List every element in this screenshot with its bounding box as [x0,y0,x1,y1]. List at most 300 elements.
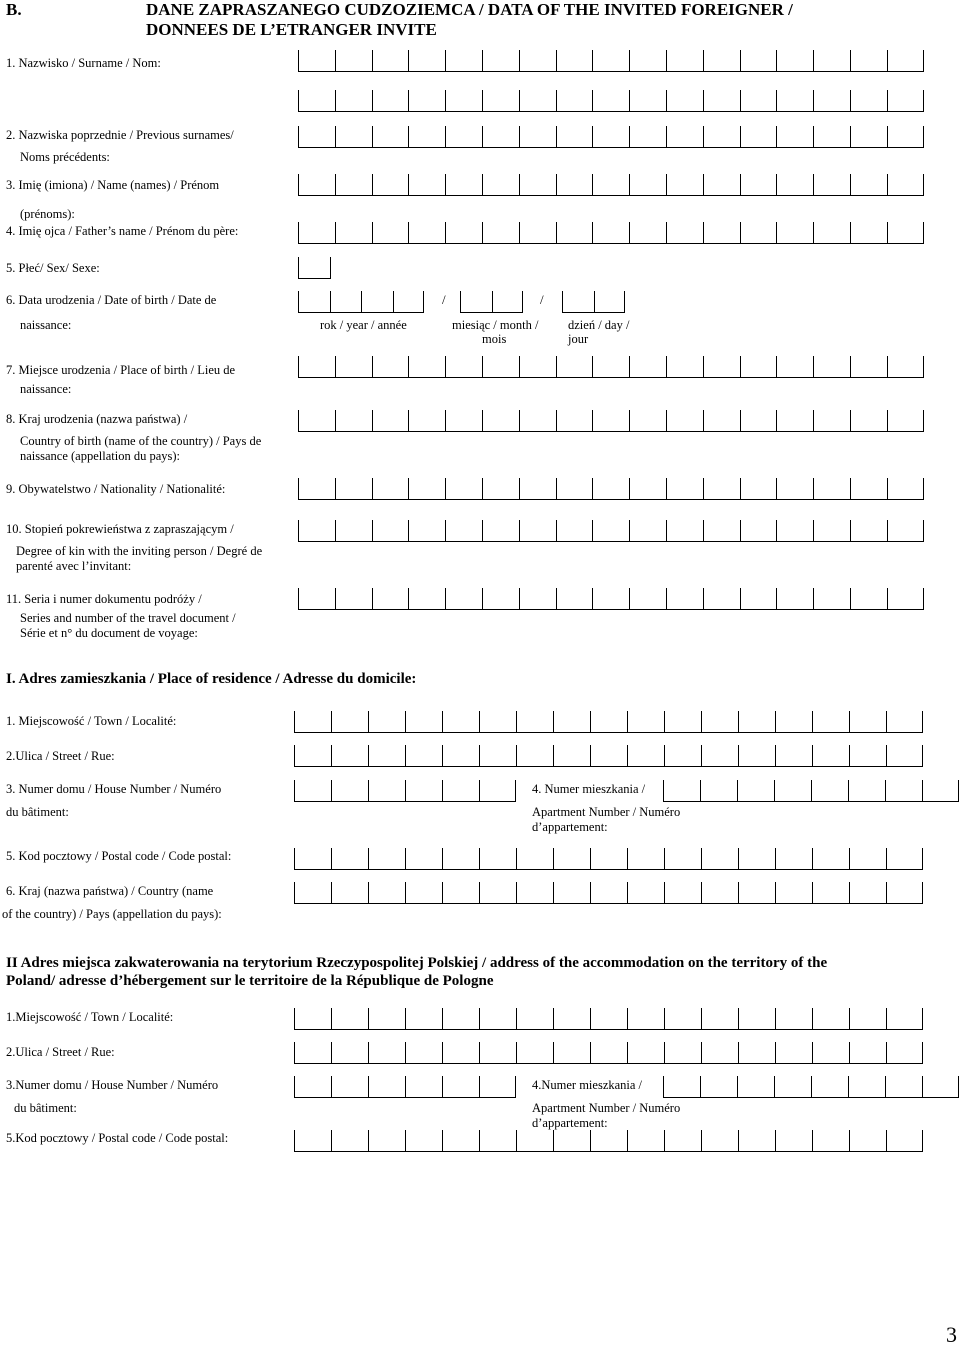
char-box[interactable] [627,882,664,904]
char-box[interactable] [331,1130,368,1152]
char-box[interactable] [703,520,740,542]
char-box[interactable] [627,1008,664,1030]
char-box[interactable] [663,1076,700,1098]
char-box[interactable] [812,848,849,870]
char-box[interactable] [298,90,335,112]
char-box[interactable] [519,50,556,72]
char-box[interactable] [519,222,556,244]
char-box[interactable] [849,1008,886,1030]
char-box[interactable] [479,1042,516,1064]
char-box[interactable] [335,222,372,244]
char-box[interactable] [775,745,812,767]
birth-country-boxes[interactable] [298,410,924,432]
char-box[interactable] [482,126,519,148]
char-box[interactable] [335,356,372,378]
char-box[interactable] [331,882,368,904]
char-box[interactable] [408,520,445,542]
char-box[interactable] [627,1042,664,1064]
accommodation-apartment-boxes[interactable] [663,1076,959,1098]
char-box[interactable] [664,711,701,733]
char-box[interactable] [298,588,335,610]
char-box[interactable] [776,174,813,196]
char-box[interactable] [592,356,629,378]
char-box[interactable] [664,1042,701,1064]
char-box[interactable] [516,1042,553,1064]
char-box[interactable] [479,848,516,870]
char-box[interactable] [516,711,553,733]
char-box[interactable] [553,711,590,733]
char-box[interactable] [885,780,922,802]
char-box[interactable] [492,291,524,313]
char-box[interactable] [703,50,740,72]
char-box[interactable] [850,222,887,244]
char-box[interactable] [776,222,813,244]
char-box[interactable] [294,1130,331,1152]
residence-street-boxes[interactable] [294,745,923,767]
char-box[interactable] [740,410,777,432]
char-box[interactable] [405,1130,442,1152]
char-box[interactable] [850,478,887,500]
char-box[interactable] [553,745,590,767]
char-box[interactable] [445,174,482,196]
char-box[interactable] [701,848,738,870]
char-box[interactable] [516,848,553,870]
char-box[interactable] [482,356,519,378]
char-box[interactable] [627,711,664,733]
char-box[interactable] [516,882,553,904]
char-box[interactable] [405,745,442,767]
char-box[interactable] [294,848,331,870]
char-box[interactable] [519,410,556,432]
char-box[interactable] [850,356,887,378]
char-box[interactable] [335,410,372,432]
sex-box[interactable] [298,257,331,279]
char-box[interactable] [556,174,593,196]
char-box[interactable] [627,848,664,870]
birth-month-boxes[interactable] [460,291,523,313]
char-box[interactable] [372,520,409,542]
char-box[interactable] [849,1042,886,1064]
char-box[interactable] [887,520,924,542]
char-box[interactable] [408,478,445,500]
char-box[interactable] [850,126,887,148]
char-box[interactable] [664,882,701,904]
char-box[interactable] [372,222,409,244]
char-box[interactable] [294,745,331,767]
char-box[interactable] [701,745,738,767]
char-box[interactable] [813,90,850,112]
char-box[interactable] [666,356,703,378]
char-box[interactable] [664,848,701,870]
char-box[interactable] [553,1042,590,1064]
char-box[interactable] [331,1076,368,1098]
char-box[interactable] [592,520,629,542]
char-box[interactable] [811,1076,848,1098]
char-box[interactable] [368,711,405,733]
char-box[interactable] [813,356,850,378]
accommodation-house-boxes[interactable] [294,1076,516,1098]
char-box[interactable] [445,356,482,378]
char-box[interactable] [482,50,519,72]
char-box[interactable] [703,126,740,148]
char-box[interactable] [442,711,479,733]
char-box[interactable] [331,1008,368,1030]
char-box[interactable] [479,882,516,904]
char-box[interactable] [519,126,556,148]
char-box[interactable] [479,745,516,767]
char-box[interactable] [813,174,850,196]
char-box[interactable] [368,1076,405,1098]
char-box[interactable] [666,222,703,244]
char-box[interactable] [629,126,666,148]
char-box[interactable] [776,356,813,378]
char-box[interactable] [479,1076,516,1098]
char-box[interactable] [482,410,519,432]
char-box[interactable] [664,745,701,767]
char-box[interactable] [629,410,666,432]
char-box[interactable] [298,50,335,72]
char-box[interactable] [886,1008,923,1030]
char-box[interactable] [368,1042,405,1064]
char-box[interactable] [700,780,737,802]
char-box[interactable] [887,356,924,378]
char-box[interactable] [553,882,590,904]
char-box[interactable] [405,711,442,733]
char-box[interactable] [592,90,629,112]
char-box[interactable] [482,90,519,112]
char-box[interactable] [331,1042,368,1064]
char-box[interactable] [442,745,479,767]
char-box[interactable] [886,711,923,733]
char-box[interactable] [556,410,593,432]
char-box[interactable] [811,780,848,802]
char-box[interactable] [298,222,335,244]
char-box[interactable] [849,1130,886,1152]
char-box[interactable] [922,780,959,802]
birthplace-boxes[interactable] [298,356,924,378]
char-box[interactable] [740,126,777,148]
char-box[interactable] [812,1042,849,1064]
char-box[interactable] [298,410,335,432]
char-box[interactable] [298,478,335,500]
char-box[interactable] [298,126,335,148]
char-box[interactable] [408,126,445,148]
char-box[interactable] [812,745,849,767]
char-box[interactable] [703,174,740,196]
char-box[interactable] [393,291,425,313]
char-box[interactable] [592,50,629,72]
char-box[interactable] [368,1130,405,1152]
char-box[interactable] [590,1008,627,1030]
char-box[interactable] [331,711,368,733]
char-box[interactable] [294,711,331,733]
char-box[interactable] [740,50,777,72]
char-box[interactable] [703,356,740,378]
char-box[interactable] [519,588,556,610]
char-box[interactable] [627,745,664,767]
char-box[interactable] [408,90,445,112]
char-box[interactable] [738,848,775,870]
char-box[interactable] [556,50,593,72]
char-box[interactable] [886,745,923,767]
char-box[interactable] [666,520,703,542]
char-box[interactable] [442,848,479,870]
residence-apartment-boxes[interactable] [663,780,959,802]
char-box[interactable] [445,222,482,244]
char-box[interactable] [445,90,482,112]
char-box[interactable] [701,711,738,733]
char-box[interactable] [740,174,777,196]
char-box[interactable] [294,1076,331,1098]
char-box[interactable] [445,588,482,610]
char-box[interactable] [740,356,777,378]
char-box[interactable] [922,1076,959,1098]
char-box[interactable] [849,882,886,904]
char-box[interactable] [812,711,849,733]
char-box[interactable] [562,291,594,313]
char-box[interactable] [629,356,666,378]
char-box[interactable] [627,1130,664,1152]
char-box[interactable] [629,588,666,610]
char-box[interactable] [556,90,593,112]
char-box[interactable] [556,356,593,378]
char-box[interactable] [294,1008,331,1030]
char-box[interactable] [592,478,629,500]
char-box[interactable] [556,588,593,610]
char-box[interactable] [368,848,405,870]
char-box[interactable] [405,1042,442,1064]
char-box[interactable] [703,410,740,432]
char-box[interactable] [813,478,850,500]
birth-day-boxes[interactable] [562,291,625,313]
char-box[interactable] [850,410,887,432]
char-box[interactable] [405,1008,442,1030]
char-box[interactable] [442,1008,479,1030]
travel-doc-boxes[interactable] [298,588,924,610]
char-box[interactable] [629,90,666,112]
char-box[interactable] [408,356,445,378]
char-box[interactable] [740,222,777,244]
char-box[interactable] [335,50,372,72]
char-box[interactable] [776,90,813,112]
char-box[interactable] [738,882,775,904]
char-box[interactable] [737,1076,774,1098]
char-box[interactable] [887,174,924,196]
char-box[interactable] [701,1042,738,1064]
char-box[interactable] [590,882,627,904]
char-box[interactable] [629,50,666,72]
char-box[interactable] [776,478,813,500]
char-box[interactable] [885,1076,922,1098]
char-box[interactable] [590,711,627,733]
char-box[interactable] [629,174,666,196]
char-box[interactable] [445,410,482,432]
char-box[interactable] [701,1008,738,1030]
residence-town-boxes[interactable] [294,711,923,733]
char-box[interactable] [848,780,885,802]
char-box[interactable] [850,90,887,112]
char-box[interactable] [482,174,519,196]
kinship-boxes[interactable] [298,520,924,542]
char-box[interactable] [738,1042,775,1064]
char-box[interactable] [592,588,629,610]
char-box[interactable] [368,1008,405,1030]
char-box[interactable] [629,520,666,542]
char-box[interactable] [445,50,482,72]
char-box[interactable] [666,174,703,196]
char-box[interactable] [372,174,409,196]
char-box[interactable] [592,174,629,196]
char-box[interactable] [629,222,666,244]
char-box[interactable] [775,711,812,733]
char-box[interactable] [886,1042,923,1064]
char-box[interactable] [519,174,556,196]
char-box[interactable] [298,520,335,542]
char-box[interactable] [408,588,445,610]
char-box[interactable] [331,745,368,767]
char-box[interactable] [331,848,368,870]
name-boxes[interactable] [298,174,924,196]
char-box[interactable] [368,780,405,802]
char-box[interactable] [887,90,924,112]
char-box[interactable] [519,90,556,112]
char-box[interactable] [516,1130,553,1152]
char-box[interactable] [460,291,492,313]
char-box[interactable] [298,356,335,378]
char-box[interactable] [294,882,331,904]
prev-surnames-boxes[interactable] [298,126,924,148]
char-box[interactable] [330,291,362,313]
char-box[interactable] [666,478,703,500]
char-box[interactable] [298,291,330,313]
char-box[interactable] [737,780,774,802]
char-box[interactable] [886,882,923,904]
char-box[interactable] [887,478,924,500]
char-box[interactable] [408,410,445,432]
char-box[interactable] [590,848,627,870]
char-box[interactable] [408,174,445,196]
char-box[interactable] [519,356,556,378]
char-box[interactable] [519,478,556,500]
char-box[interactable] [887,50,924,72]
char-box[interactable] [886,1130,923,1152]
char-box[interactable] [442,1076,479,1098]
char-box[interactable] [812,882,849,904]
char-box[interactable] [776,50,813,72]
char-box[interactable] [442,882,479,904]
char-box[interactable] [850,174,887,196]
char-box[interactable] [335,126,372,148]
char-box[interactable] [738,1130,775,1152]
char-box[interactable] [442,780,479,802]
char-box[interactable] [813,520,850,542]
char-box[interactable] [294,780,331,802]
char-box[interactable] [703,90,740,112]
char-box[interactable] [556,478,593,500]
char-box[interactable] [372,50,409,72]
char-box[interactable] [775,1130,812,1152]
char-box[interactable] [479,780,516,802]
char-box[interactable] [592,126,629,148]
char-box[interactable] [298,257,331,279]
char-box[interactable] [848,1076,885,1098]
char-box[interactable] [738,1008,775,1030]
char-box[interactable] [775,1042,812,1064]
char-box[interactable] [553,1130,590,1152]
accommodation-town-boxes[interactable] [294,1008,923,1030]
char-box[interactable] [849,711,886,733]
char-box[interactable] [776,126,813,148]
char-box[interactable] [361,291,393,313]
char-box[interactable] [813,222,850,244]
char-box[interactable] [445,126,482,148]
char-box[interactable] [774,780,811,802]
char-box[interactable] [886,848,923,870]
char-box[interactable] [479,1130,516,1152]
char-box[interactable] [700,1076,737,1098]
char-box[interactable] [405,882,442,904]
char-box[interactable] [372,90,409,112]
char-box[interactable] [887,588,924,610]
char-box[interactable] [368,882,405,904]
char-box[interactable] [776,588,813,610]
char-box[interactable] [331,780,368,802]
surname-boxes-2[interactable] [298,90,924,112]
char-box[interactable] [516,745,553,767]
char-box[interactable] [482,478,519,500]
char-box[interactable] [298,174,335,196]
char-box[interactable] [335,588,372,610]
char-box[interactable] [335,478,372,500]
char-box[interactable] [372,126,409,148]
char-box[interactable] [335,174,372,196]
char-box[interactable] [519,520,556,542]
char-box[interactable] [335,90,372,112]
char-box[interactable] [775,882,812,904]
char-box[interactable] [372,588,409,610]
char-box[interactable] [887,126,924,148]
char-box[interactable] [850,588,887,610]
char-box[interactable] [850,50,887,72]
char-box[interactable] [629,478,666,500]
char-box[interactable] [482,520,519,542]
char-box[interactable] [776,410,813,432]
char-box[interactable] [666,410,703,432]
char-box[interactable] [849,745,886,767]
char-box[interactable] [594,291,626,313]
birth-year-boxes[interactable] [298,291,424,313]
char-box[interactable] [663,780,700,802]
char-box[interactable] [813,126,850,148]
char-box[interactable] [849,848,886,870]
char-box[interactable] [516,1008,553,1030]
residence-postal-boxes[interactable] [294,848,923,870]
char-box[interactable] [774,1076,811,1098]
char-box[interactable] [703,478,740,500]
char-box[interactable] [442,1042,479,1064]
char-box[interactable] [813,50,850,72]
char-box[interactable] [482,222,519,244]
char-box[interactable] [776,520,813,542]
char-box[interactable] [592,410,629,432]
char-box[interactable] [775,848,812,870]
surname-boxes-1[interactable] [298,50,924,72]
char-box[interactable] [405,780,442,802]
char-box[interactable] [479,1008,516,1030]
char-box[interactable] [813,588,850,610]
char-box[interactable] [738,745,775,767]
char-box[interactable] [368,745,405,767]
